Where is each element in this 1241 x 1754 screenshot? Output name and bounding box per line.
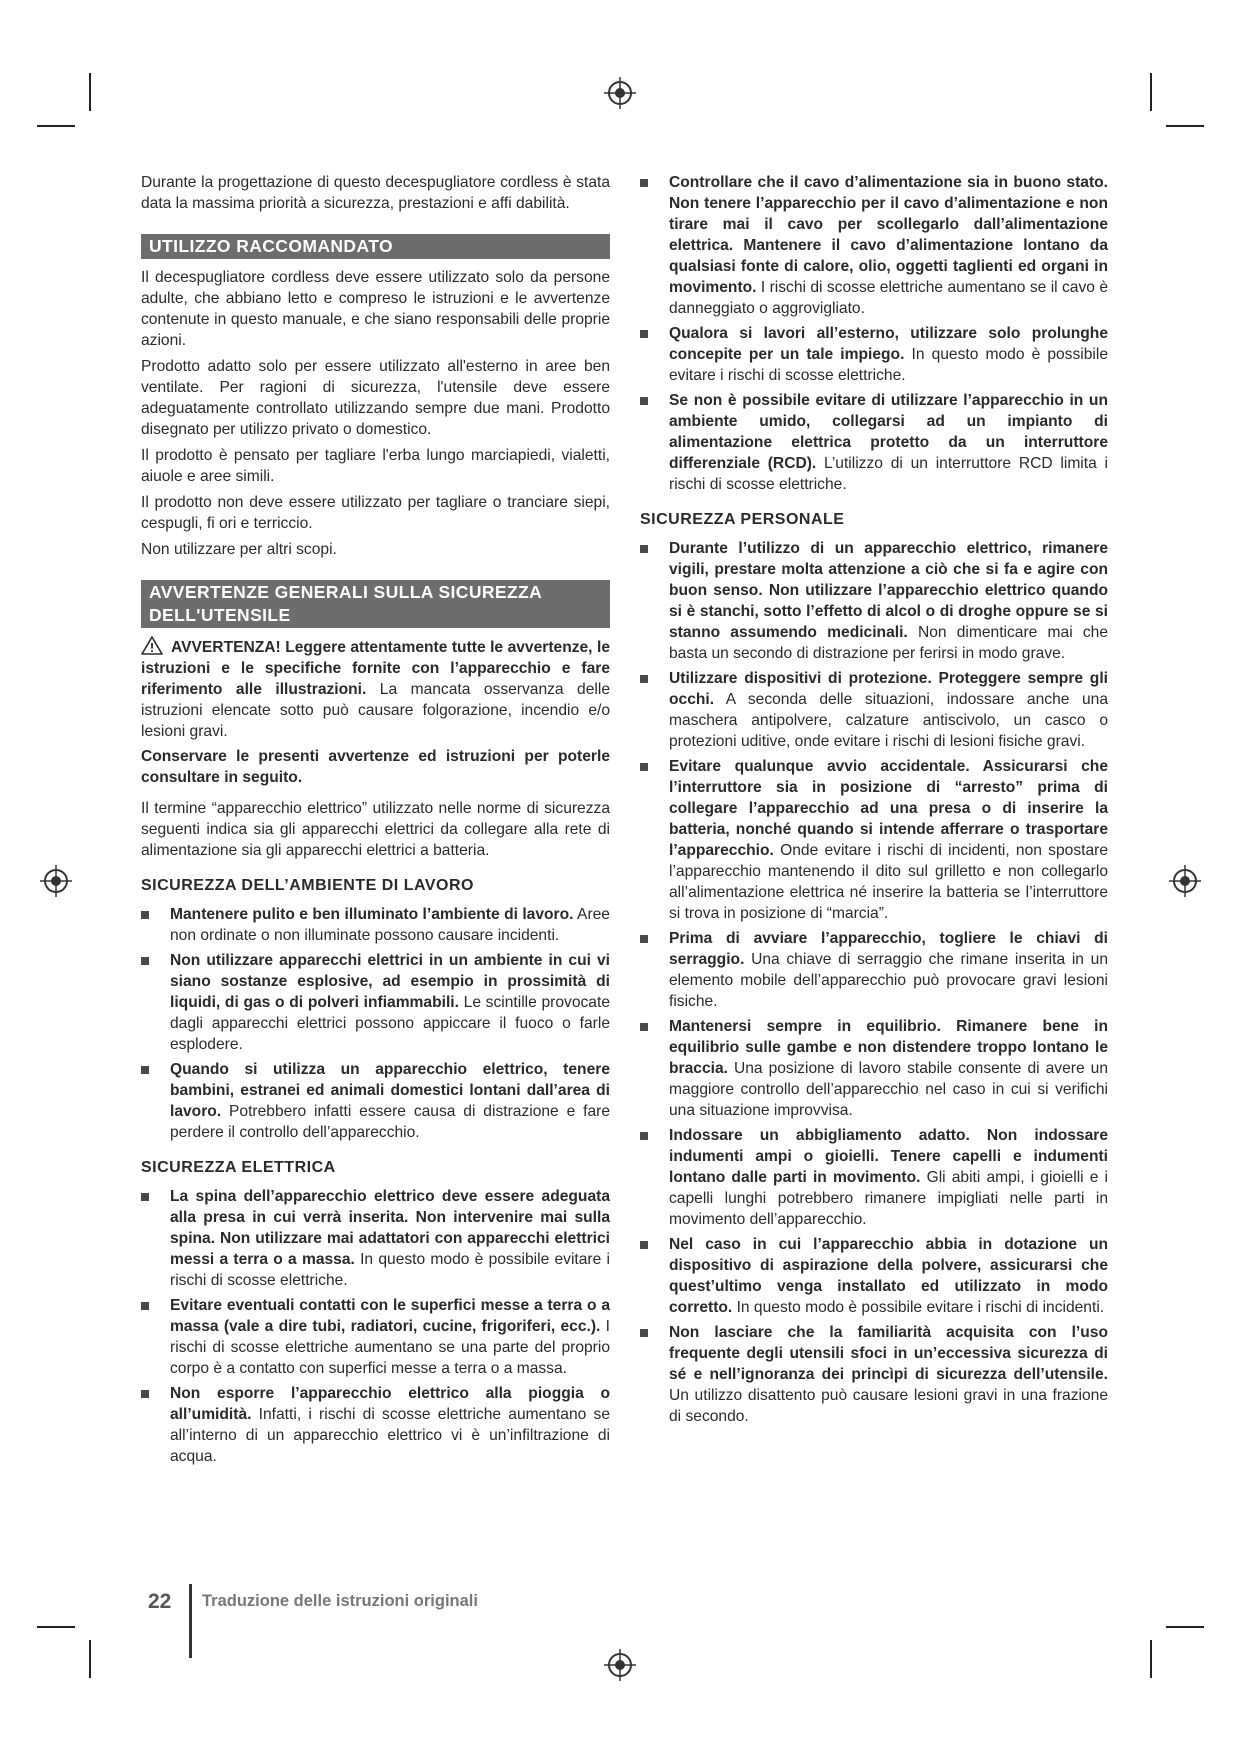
list-item <box>640 668 1108 752</box>
bullet-icon <box>640 763 648 771</box>
list-item <box>640 172 1108 319</box>
item-text: Un utilizzo disattento può causare lesioni gravi in una frazione di secondo. <box>669 1387 1108 1425</box>
bullet-icon <box>141 1066 149 1074</box>
item-text: Aree non ordinate o non illuminate possono causare incidenti. <box>170 906 610 944</box>
bullet-icon <box>141 911 149 919</box>
list-item <box>141 1383 610 1467</box>
warning-bold-text: AVVERTENZA! Leggere attentamente tutte le avvertenze, le istruzioni e le specifiche fornite con l’apparecchio e fare riferimento alle illustrazioni. <box>141 639 610 698</box>
item-bold: Quando si utilizza un apparecchio elettrico, tenere bambini, estranei ed animali domestici lontani dall’area di lavoro. <box>170 1061 610 1120</box>
registration-mark-icon-right <box>1168 864 1202 898</box>
body-paragraph: Il prodotto è pensato per tagliare l'erba lungo marciapiedi, vialetti, aiuole e aree simili. <box>141 447 610 485</box>
list-item <box>640 538 1108 664</box>
list-item <box>141 950 610 1055</box>
crop-mark-tl-v <box>89 73 91 111</box>
item-text: Una posizione di lavoro stabile consente di avere un maggiore controllo dell’apparecchio nel caso in cui si verifichi una situazione improvvisa. <box>669 1060 1108 1119</box>
item-text: Non dimenticare mai che basta un secondo di distrazione per ferirsi in modo grave. <box>669 624 1108 662</box>
subheading-personal-safety: SICUREZZA PERSONALE <box>640 511 845 528</box>
item-bold: Se non è possibile evitare di utilizzare l’apparecchio in un ambiente umido, collegarsi ad un impianto di alimentazione elettrica protetto da un interruttore differenziale (RCD). <box>669 392 1108 472</box>
bullet-icon <box>640 179 648 187</box>
item-bold: Controllare che il cavo d’alimentazione sia in buono stato. Non tenere l’apparecchio per il cavo d’alimentazione e non tirare mai il cavo per scollegarlo dall’alimentazione elettrica. Mantenere il cavo d’alimentazione lontano da qualsiasi fonte di calore, olio, oggetti taglienti ed organi in movimento. <box>669 174 1108 296</box>
bullet-icon <box>141 1302 149 1310</box>
registration-mark-icon-top <box>603 76 637 110</box>
item-bold: Indossare un abbigliamento adatto. Non indossare indumenti ampi o gioielli. Tenere capelli e indumenti lontano dalle parti in movimento. <box>669 1127 1108 1186</box>
list-item <box>640 1322 1108 1427</box>
item-text: I rischi di scosse elettriche aumentano se il cavo è danneggiato o aggrovigliato. <box>669 279 1108 317</box>
electrical-list-continued <box>640 172 1108 495</box>
crop-mark-bl-h <box>37 1626 75 1628</box>
item-text: Infatti, i rischi di scosse elettriche aumentano se all’interno di un apparecchio elettrico vi è un’infiltrazione di acqua. <box>170 1406 610 1465</box>
list-item <box>640 756 1108 924</box>
item-text: In questo modo è possibile evitare i rischi di scosse elettriche. <box>669 346 1109 384</box>
personal-safety-list <box>640 538 1108 1427</box>
item-bold: Evitare eventuali contatti con le superfici messe a terra o a massa (vale a dire tubi, radiatori, cucine, frigoriferi, ecc.). <box>170 1297 610 1335</box>
list-item <box>640 1125 1108 1230</box>
warning-triangle-icon <box>141 636 163 655</box>
bullet-icon <box>640 545 648 553</box>
bullet-icon <box>640 1241 648 1249</box>
footer-text: Traduzione delle istruzioni originali <box>202 1592 478 1610</box>
item-bold: Prima di avviare l’apparecchio, togliere le chiavi di serraggio. <box>669 930 1108 968</box>
body-paragraph: Non utilizzare per altri scopi. <box>141 541 337 558</box>
bullet-icon <box>640 935 648 943</box>
list-item <box>640 928 1108 1012</box>
footer-divider <box>189 1584 192 1658</box>
item-text: In questo modo è possibile evitare i rischi di incidenti. <box>732 1299 1105 1316</box>
bullet-icon <box>640 675 648 683</box>
warning-text: La mancata osservanza delle istruzioni elencate sotto può causare folgorazione, incendio e/o lesioni gravi. <box>141 681 610 740</box>
page-number: 22 <box>148 1590 172 1613</box>
item-bold: Mantenersi sempre in equilibrio. Rimanere bene in equilibrio sulle gambe e non distendere troppo lontano le braccia. <box>669 1018 1108 1077</box>
section-heading-general-warnings: AVVERTENZE GENERALI SULLA SICUREZZA DELL'UTENSILE <box>141 580 610 628</box>
crop-mark-tr-v <box>1150 73 1152 111</box>
item-text: Onde evitare i rischi di incidenti, non spostare l’apparecchio mantenendo il dito sul grilletto e non collegarlo all’alimentazione elettrica né inserire la batteria se l’interruttore si trova in posizione di “marcia”. <box>669 842 1108 922</box>
list-item <box>141 904 610 946</box>
list-item <box>141 1059 610 1143</box>
item-bold: Evitare qualunque avvio accidentale. Assicurarsi che l’interruttore sia in posizione di “arresto” prima di collegare l’apparecchio ad una presa o di inserire la batteria, nonché quando si intende afferrare o trasportare l’apparecchio. <box>669 758 1108 859</box>
list-item <box>141 1295 610 1379</box>
list-item <box>640 323 1108 386</box>
keep-instructions-note: Conservare le presenti avvertenze ed istruzioni per poterle consultare in seguito. <box>141 748 610 786</box>
registration-mark-icon-bottom <box>603 1648 637 1682</box>
item-text: Le scintille provocate dagli apparecchi elettrici possono appiccare il fuoco o farle esplodere. <box>170 994 610 1053</box>
body-paragraph: Il decespugliatore cordless deve essere utilizzato solo da persone adulte, che abbiano letto e compreso le istruzioni e le avvertenze contenute in questo manuale, e che siano responsabili delle proprie azioni. <box>141 269 610 349</box>
right-column <box>640 172 1108 1433</box>
bullet-icon <box>141 957 149 965</box>
list-item <box>640 1234 1108 1318</box>
item-bold: Non lasciare che la familiarità acquisita con l’uso frequente degli utensili sfoci in un’eccessiva sicurezza di sé e nell’ignoranza dei princìpi di sicurezza dell’utensile. <box>669 1324 1108 1383</box>
intro-paragraph: Durante la progettazione di questo decespugliatore cordless è stata data la massima priorità a sicurezza, prestazioni e affi dabilità. <box>141 174 610 212</box>
left-column <box>141 172 610 1473</box>
electrical-list <box>141 1186 610 1467</box>
item-text: Potrebbero infatti essere causa di distrazione e fare perdere il controllo dell’apparecchio. <box>170 1103 610 1141</box>
list-item <box>640 390 1108 495</box>
body-paragraph: Il prodotto non deve essere utilizzato per tagliare o tranciare siepi, cespugli, fi ori e terriccio. <box>141 494 610 532</box>
crop-mark-tr-h <box>1166 125 1204 127</box>
item-bold: Utilizzare dispositivi di protezione. Proteggere sempre gli occhi. <box>669 670 1108 708</box>
term-definition-paragraph: Il termine “apparecchio elettrico” utilizzato nelle norme di sicurezza seguenti indica sia gli apparecchi elettrici da collegare alla rete di alimentazione sia gli apparecchi elettrici a batteria. <box>141 800 610 859</box>
bullet-icon <box>141 1193 149 1201</box>
bullet-icon <box>640 397 648 405</box>
item-bold: Non utilizzare apparecchi elettrici in un ambiente in cui vi siano sostanze esplosive, ad esempio in prossimità di liquidi, di gas o di polveri infiammabili. <box>170 952 610 1011</box>
work-area-list <box>141 904 610 1143</box>
item-text: L’utilizzo di un interruttore RCD limita i rischi di scosse elettriche. <box>669 455 1108 493</box>
item-text: In questo modo è possibile evitare i rischi di scosse elettriche. <box>170 1251 610 1289</box>
bullet-icon <box>640 330 648 338</box>
bullet-icon <box>640 1329 648 1337</box>
item-text: A seconda delle situazioni, indossare anche una maschera antipolvere, calzature antiscivolo, un casco o protezioni uditive, onde evitare i rischi di lesioni fisiche gravi. <box>669 691 1108 750</box>
list-item <box>640 1016 1108 1121</box>
crop-mark-br-v <box>1150 1640 1152 1678</box>
item-bold: Durante l’utilizzo di un apparecchio elettrico, rimanere vigili, prestare molta attenzione a ciò che si fa e agire con buon senso. Non utilizzare l’apparecchio elettrico quando si è stanchi, sotto l’effetto di alcol o di droghe oppure se si stanno assumendo medicinali. <box>669 540 1108 641</box>
bullet-icon <box>640 1132 648 1140</box>
subheading-work-area-safety: SICUREZZA DELL’AMBIENTE DI LAVORO <box>141 877 474 894</box>
bullet-icon <box>141 1390 149 1398</box>
item-bold: Nel caso in cui l’apparecchio abbia in dotazione un dispositivo di aspirazione della polvere, assicurarsi che quest’ultimo venga installato ed utilizzato in modo corretto. <box>669 1236 1108 1316</box>
section-heading-recommended-use: UTILIZZO RACCOMANDATO <box>141 234 610 259</box>
bullet-icon <box>640 1023 648 1031</box>
list-item <box>141 1186 610 1291</box>
item-bold: Qualora si lavori all’esterno, utilizzare solo prolunghe concepite per un tale impiego. <box>669 325 1108 363</box>
item-text: I rischi di scosse elettriche aumentano se una parte del proprio corpo è a contatto con superfici messe a terra o a massa. <box>170 1318 610 1377</box>
item-bold: Non esporre l’apparecchio elettrico alla pioggia o all’umidità. <box>170 1385 610 1423</box>
item-text: Una chiave di serraggio che rimane inserita in un elemento mobile dell’apparecchio può provocare gravi lesioni fisiche. <box>669 951 1108 1010</box>
item-text: Gli abiti ampi, i gioielli e i capelli lunghi potrebbero rimanere impigliati nelle parti in movimento dell’apparecchio. <box>669 1169 1108 1228</box>
subheading-electrical-safety: SICUREZZA ELETTRICA <box>141 1159 336 1176</box>
crop-mark-tl-h <box>37 125 75 127</box>
crop-mark-bl-v <box>89 1640 91 1678</box>
item-bold: Mantenere pulito e ben illuminato l’ambiente di lavoro. <box>170 906 574 923</box>
crop-mark-br-h <box>1166 1626 1204 1628</box>
item-bold: La spina dell’apparecchio elettrico deve essere adeguata alla presa in cui verrà inserita. Non intervenire mai sulla spina. Non utilizzare mai adattatori con apparecchi elettrici messi a terra o a massa. <box>170 1188 610 1268</box>
registration-mark-icon-left <box>39 864 73 898</box>
warning-paragraph <box>141 636 610 742</box>
body-paragraph: Prodotto adatto solo per essere utilizzato all'esterno in aree ben ventilate. Per ragioni di sicurezza, l'utensile deve essere adeguatamente controllato utilizzando sempre due mani. Prodotto disegnato per utilizzo privato o domestico. <box>141 358 610 438</box>
